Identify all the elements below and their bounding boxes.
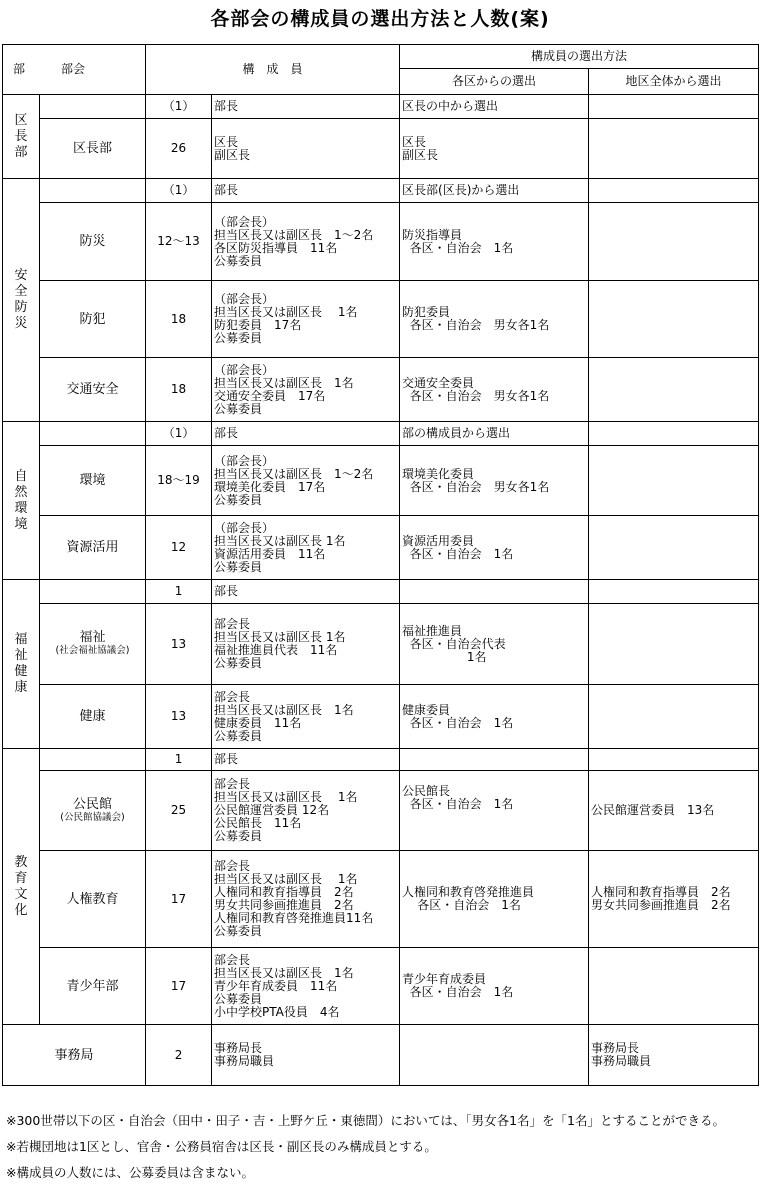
head-ward: 区長の中から選出 <box>400 95 589 119</box>
header-district: 地区全体から選出 <box>589 69 759 95</box>
member-count: 12〜13 <box>146 203 212 281</box>
head-members: 部長 <box>212 179 400 203</box>
district-cell: 公民館運営委員 13名 <box>589 771 759 851</box>
ward-cell: 区長 副区長 <box>400 119 589 179</box>
section-kyoiku: 教 育 文 化 <box>3 749 40 1025</box>
members-cell: （部会長） 担当区長又は副区長 1名 資源活用委員 11名 公募委員 <box>212 516 400 580</box>
bukai-name-cell <box>40 604 146 685</box>
members-cell: 部会長 担当区長又は副区長 1名 人権同和教育指導員 2名 男女共同参画推進員 2名 人権同和教育啓発推進員11名 公募委員 <box>212 851 400 948</box>
member-count: 26 <box>146 119 212 179</box>
ward-cell: 人権同和教育啓発推進員 各区・自治会 1名 <box>400 851 589 948</box>
footnotes <box>6 1108 725 1186</box>
bukai-name: 公民館 <box>73 796 113 812</box>
bukai-name: 区長部 <box>40 119 146 179</box>
bukai-name: 防犯 <box>40 281 146 358</box>
head-ward <box>400 580 589 604</box>
ward-cell: 防犯委員 各区・自治会 男女各1名 <box>400 281 589 358</box>
bukai-name: 人権教育 <box>40 851 146 948</box>
bukai-name: 青少年部 <box>40 948 146 1025</box>
member-count: 18 <box>146 281 212 358</box>
ward-cell: 青少年育成委員 各区・自治会 1名 <box>400 948 589 1025</box>
head-members: 部長 <box>212 95 400 119</box>
head-members: 部長 <box>212 422 400 446</box>
member-table <box>2 44 759 1086</box>
section-shizen: 自 然 環 境 <box>3 422 40 580</box>
head-num: （1） <box>146 422 212 446</box>
members-cell: （部会長） 担当区長又は副区長 1〜2名 各区防災指導員 11名 公募委員 <box>212 203 400 281</box>
bukai-name: 事務局 <box>3 1025 146 1086</box>
header-members: 構 成 員 <box>146 45 400 95</box>
bukai-name-cell <box>40 771 146 851</box>
members-cell: 部会長 担当区長又は副区長 1名 福祉推進員代表 11名 公募委員 <box>212 604 400 685</box>
ward-cell: 資源活用委員 各区・自治会 1名 <box>400 516 589 580</box>
header-ward: 各区からの選出 <box>400 69 589 95</box>
head-num: 1 <box>146 580 212 604</box>
district-cell: 人権同和教育指導員 2名 男女共同参画推進員 2名 <box>589 851 759 948</box>
member-count: 12 <box>146 516 212 580</box>
bukai-subname: (社会福祉協議会) <box>55 645 130 656</box>
ward-cell: 交通安全委員 各区・自治会 男女各1名 <box>400 358 589 422</box>
member-count: 17 <box>146 948 212 1025</box>
bukai-name: 防災 <box>40 203 146 281</box>
member-count: 2 <box>146 1025 212 1086</box>
member-count: 13 <box>146 685 212 749</box>
bukai-name: 交通安全 <box>40 358 146 422</box>
footnote: ※若槻団地は1区とし、官舎・公務員宿舎は区長・副区長のみ構成員とする。 <box>6 1139 437 1154</box>
member-count: 18〜19 <box>146 446 212 516</box>
members-cell: 事務局長 事務局職員 <box>212 1025 400 1086</box>
members-cell: （部会長） 担当区長又は副区長 1名 交通安全委員 17名 公募委員 <box>212 358 400 422</box>
section-fukushi: 福 祉 健 康 <box>3 580 40 749</box>
members-cell: 部会長 担当区長又は副区長 1名 青少年育成委員 11名 公募委員 小中学校PTA役員 4名 <box>212 948 400 1025</box>
members-cell: 区長 副区長 <box>212 119 400 179</box>
ward-cell: 公民館長 各区・自治会 1名 <box>400 771 589 851</box>
head-num: （1） <box>146 179 212 203</box>
page-title: 各部会の構成員の選出方法と人数(案) <box>210 8 550 30</box>
head-num: 1 <box>146 749 212 771</box>
head-ward <box>400 749 589 771</box>
member-count: 13 <box>146 604 212 685</box>
member-count: 17 <box>146 851 212 948</box>
member-count: 25 <box>146 771 212 851</box>
head-members: 部長 <box>212 749 400 771</box>
member-count: 18 <box>146 358 212 422</box>
head-num: （1） <box>146 95 212 119</box>
bukai-name: 健康 <box>40 685 146 749</box>
members-cell: 部会長 担当区長又は副区長 1名 公民館運営委員 12名 公民館長 11名 公募委員 <box>212 771 400 851</box>
ward-cell: 防災指導員 各区・自治会 1名 <box>400 203 589 281</box>
bukai-name: 福祉 <box>79 630 106 645</box>
members-cell: 部会長 担当区長又は副区長 1名 健康委員 11名 公募委員 <box>212 685 400 749</box>
header-method: 構成員の選出方法 <box>400 45 759 69</box>
members-cell: （部会長） 担当区長又は副区長 1名 防犯委員 17名 公募委員 <box>212 281 400 358</box>
footnote: ※構成員の人数には、公募委員は含まない。 <box>6 1165 254 1180</box>
ward-cell: 福祉推進員 各区・自治会代表 1名 <box>400 604 589 685</box>
bukai-name: 環境 <box>40 446 146 516</box>
members-cell: （部会長） 担当区長又は副区長 1〜2名 環境美化委員 17名 公募委員 <box>212 446 400 516</box>
bukai-subname: (公民館協議会) <box>60 811 125 823</box>
head-ward: 区長部(区長)から選出 <box>400 179 589 203</box>
section-anzen: 安 全 防 災 <box>3 179 40 422</box>
head-ward: 部の構成員から選出 <box>400 422 589 446</box>
header-bukai: 部 部会 <box>3 45 146 95</box>
ward-cell: 健康委員 各区・自治会 1名 <box>400 685 589 749</box>
bukai-name: 資源活用 <box>40 516 146 580</box>
ward-cell: 環境美化委員 各区・自治会 男女各1名 <box>400 446 589 516</box>
section-kucho: 区 長 部 <box>3 95 40 179</box>
footnote: ※300世帯以下の区・自治会（田中・田子・吉・上野ケ丘・東徳間）においては、「男女各1名」を「1名」とすることができる。 <box>6 1113 725 1128</box>
head-members: 部長 <box>212 580 400 604</box>
district-cell: 事務局長 事務局職員 <box>589 1025 759 1086</box>
